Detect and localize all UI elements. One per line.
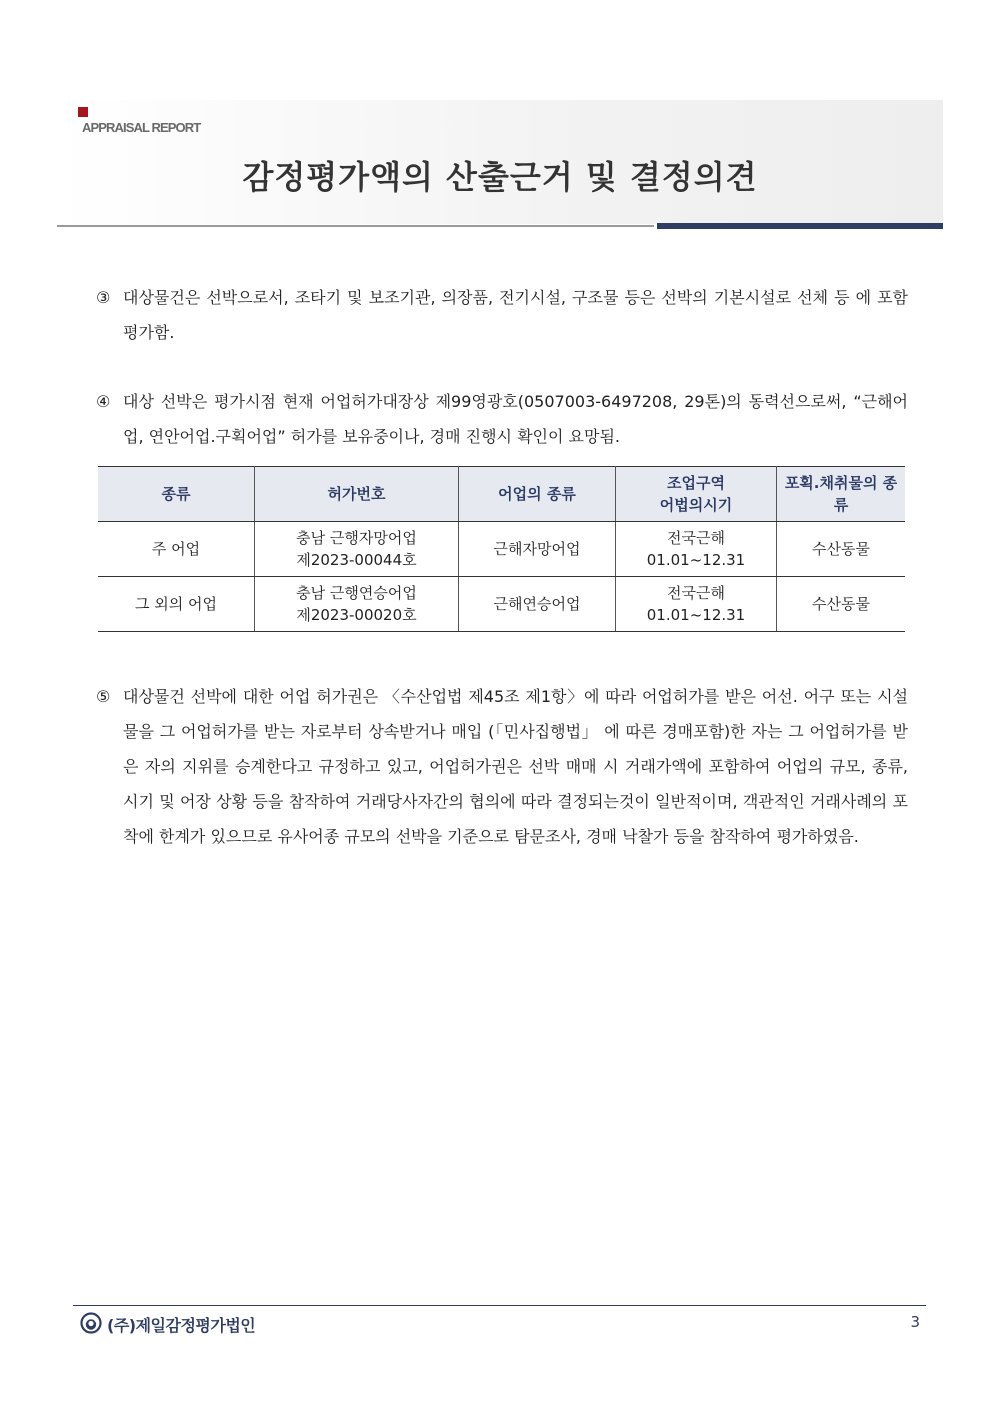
cell-catch-type: 수산동물	[777, 577, 906, 632]
paragraph-text: 대상물건은 선박으로서, 조타기 및 보조기관, 의장품, 전기시설, 구조물 등은 선박의 기본시설로 선체 등 에 포함 평가함.	[123, 288, 908, 342]
page-title: 감정평가액의 산출근거 및 결정의견	[242, 158, 758, 196]
circled-number-5: ⑤	[96, 687, 111, 706]
zone-line1: 전국근해	[667, 529, 725, 547]
header-permit-number: 허가번호	[255, 467, 459, 522]
paragraph-3	[96, 280, 908, 350]
permit-line2: 제2023-00020호	[296, 606, 417, 624]
zone-line2: 01.01~12.31	[646, 606, 746, 624]
permit-line2: 제2023-00044호	[296, 551, 417, 569]
footer-company-name: (주)제일감정평가법인	[107, 1316, 256, 1335]
page-number: 3	[910, 1313, 920, 1331]
cell-catch-type: 수산동물	[777, 522, 906, 577]
company-logo-icon	[80, 1312, 102, 1334]
report-label: APPRAISAL REPORT	[82, 120, 201, 135]
cell-permit-number	[255, 522, 459, 577]
header-type: 종류	[98, 467, 255, 522]
table-row	[98, 522, 905, 577]
title-rule-navy	[657, 223, 943, 229]
permit-line1: 충남 근행자망어업	[296, 529, 417, 547]
cell-type: 주 어업	[98, 522, 255, 577]
cell-fishery-type: 근해자망어업	[459, 522, 616, 577]
cell-zone-period	[616, 577, 777, 632]
paragraph-text: 대상물건 선박에 대한 어업 허가권은 〈수산업법 제45조 제1항〉에 따라 어업허가를 받은 어선. 어구 또는 시설물을 그 어업허가를 받는 자로부터 상속받거나 매입 (「민사집행법」 에 따른 경매포함)한 자는 그 어업허가를 받은 자의 지위를 승계한다고 규정하고 있고, 어업허가권은 선박 매매 시 거래가액에 포함하여 어업의 규모, 종류, 시기 및 어장 상황 등을 참작하여 거래당사자간의 협의에 따라 결정되는것이 일반적이며, 객관적인 거래사례의 포착에 한계가 있으므로 유사어종 규모의 선박을 기준으로 탐문조사, 경매 낙찰가 등을 참작하여 평가하였음.	[123, 687, 908, 846]
header-zone-line1: 조업구역	[667, 474, 725, 492]
zone-line2: 01.01~12.31	[646, 551, 746, 569]
circled-number-3: ③	[96, 288, 111, 307]
header-catch-type: 포획.채취물의 종류	[777, 467, 906, 522]
cell-fishery-type: 근해연승어업	[459, 577, 616, 632]
table-row	[98, 577, 905, 632]
fishing-permit-table	[98, 466, 905, 632]
title-rule-grey	[57, 225, 654, 227]
paragraph-5	[96, 679, 908, 854]
cell-zone-period	[616, 522, 777, 577]
header-zone-line2: 어법의시기	[659, 496, 733, 514]
table-header-row	[98, 467, 905, 522]
header-fishery-type: 어업의 종류	[459, 467, 616, 522]
footer-rule	[73, 1305, 926, 1306]
permit-line1: 충남 근행연승어업	[296, 584, 417, 602]
red-square-marker	[78, 107, 88, 117]
zone-line1: 전국근해	[667, 584, 725, 602]
circled-number-4: ④	[96, 392, 111, 411]
cell-permit-number	[255, 577, 459, 632]
cell-type: 그 외의 어업	[98, 577, 255, 632]
header-zone-period	[616, 467, 777, 522]
paragraph-4	[96, 384, 908, 454]
paragraph-text: 대상 선박은 평가시점 현재 어업허가대장상 제99영광호(0507003-6497208, 29톤)의 동력선으로써, “근해어업, 연안어업.구획어업” 허가를 보유중이나, 경매 진행시 확인이 요망됨.	[123, 392, 908, 446]
